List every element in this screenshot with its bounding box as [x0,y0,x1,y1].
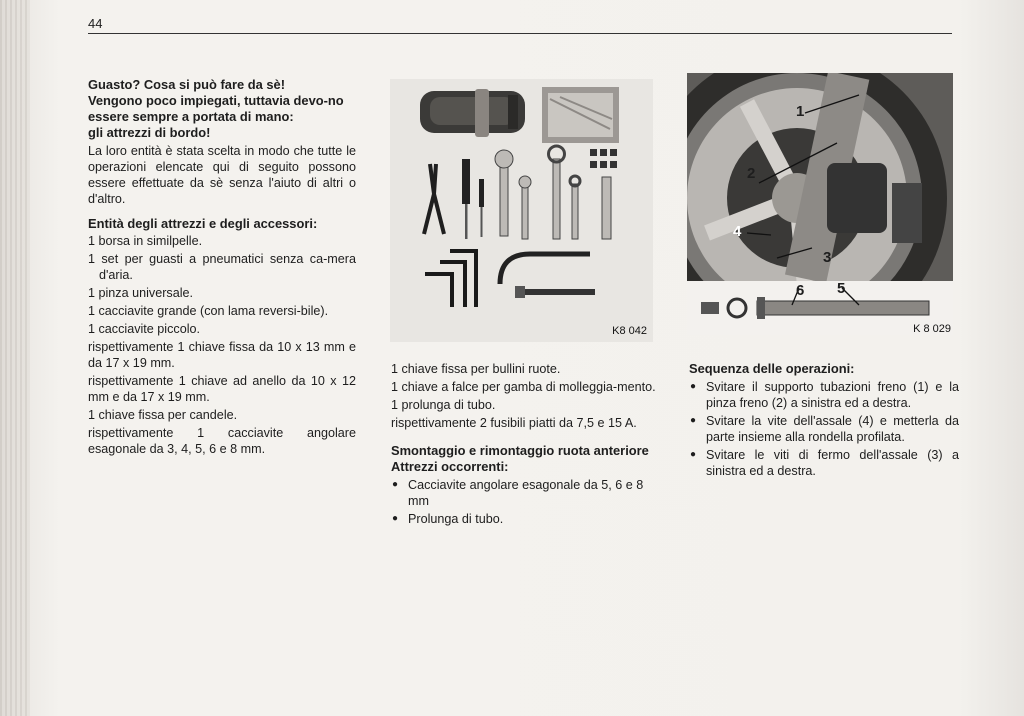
tube-extension-icon [520,289,595,295]
list-item: rispettivamente 1 cacciavite angolare esagonale da 3, 4, 5, 6 e 8 mm. [88,426,356,456]
list-item: 1 cacciavite piccolo. [88,322,200,336]
tools-needed-list [391,477,657,527]
repair-kit-icon [542,87,619,143]
list-item: rispettivamente 2 fusibili piatti da 7,5 e 15 A. [391,416,637,430]
list-item: 1 cacciavite grande (con lama reversi-bile). [88,304,329,318]
heading-vengono: Vengono poco impiegati, tuttavia devo-no essere sempre a portata di mano: [88,93,344,124]
list-item: 1 chiave fissa per candele. [88,408,238,422]
column-left [88,77,356,457]
screwdriver-small-icon [479,179,484,207]
callout-2: 2 [747,165,756,182]
heading-smontaggio: Smontaggio e rimontaggio ruota anteriore [391,443,649,458]
tools-photo [390,79,653,342]
callout-4: 4 [733,223,742,240]
callout-1: 1 [796,103,805,120]
screwdriver-large-icon [462,159,470,204]
heading-entita: Entità degli attrezzi e degli accessori: [88,216,318,231]
column-right [689,361,959,479]
column-middle [391,361,657,527]
image-code: K8 042 [612,325,647,337]
page-spine [0,0,30,716]
list-item: rispettivamente 1 chiave ad anello da 10 x 12 mm e da 17 x 19 mm. [88,374,356,404]
image-code: K 8 029 [913,323,951,335]
heading-sequenza: Sequenza delle operazioni: [689,361,855,376]
callout-5: 5 [837,280,846,297]
bullet-item: ● Cacciavite angolare esagonale da 5, 6 e 8 mm [391,477,657,509]
heading-attrezzi-occorrenti: Attrezzi occorrenti: [391,459,509,474]
list-item: 1 chiave a falce per gamba di molleggia-mento. [391,380,656,394]
list-item: 1 set per guasti a pneumatici senza ca-mera d'aria. [88,252,356,282]
list-item: 1 pinza universale. [88,286,194,300]
spark-plug-wrench-icon [602,177,611,239]
callout-6: 6 [796,282,805,299]
list-item: 1 prolunga di tubo. [391,398,496,412]
heading-guasto: Guasto? Cosa si può fare da sè! [88,77,285,92]
tools-illustration [390,79,653,342]
intro-paragraph: La loro entità è stata scelta in modo che tutte le operazioni elencate qui di seguito possono essere effettuate da sè senza l'aiuto di altri o d'altro. [88,144,356,206]
tool-bag-icon [420,89,525,137]
header-rule [88,33,952,34]
operations-list [689,379,959,479]
bullet-item: ● Prolunga di tubo. [391,511,657,527]
list-item: 1 chiave fissa per bullini ruote. [391,362,561,376]
list-item: 1 borsa in similpelle. [88,234,203,248]
wheel-illustration [687,73,953,335]
heading-attrezzi-bordo: gli attrezzi di bordo! [88,125,211,140]
bullet-item: ● Svitare le viti di fermo dell'assale (3) a sinistra ed a destra. [689,447,959,479]
callout-3: 3 [823,249,832,266]
bullet-item: ● Svitare il supporto tubazioni freno (1) e la pinza freno (2) a sinistra ed a destra. [689,379,959,411]
list-item: rispettivamente 1 chiave fissa da 10 x 13 mm e da 17 x 19 mm. [88,340,356,370]
bullet-item: ● Svitare la vite dell'assale (4) e metterla da parte insieme alla rondella profilata. [689,413,959,445]
brake-caliper-icon [827,163,887,233]
tool-list [88,233,356,457]
wheel-photo [687,73,953,335]
page-number: 44 [88,16,103,31]
